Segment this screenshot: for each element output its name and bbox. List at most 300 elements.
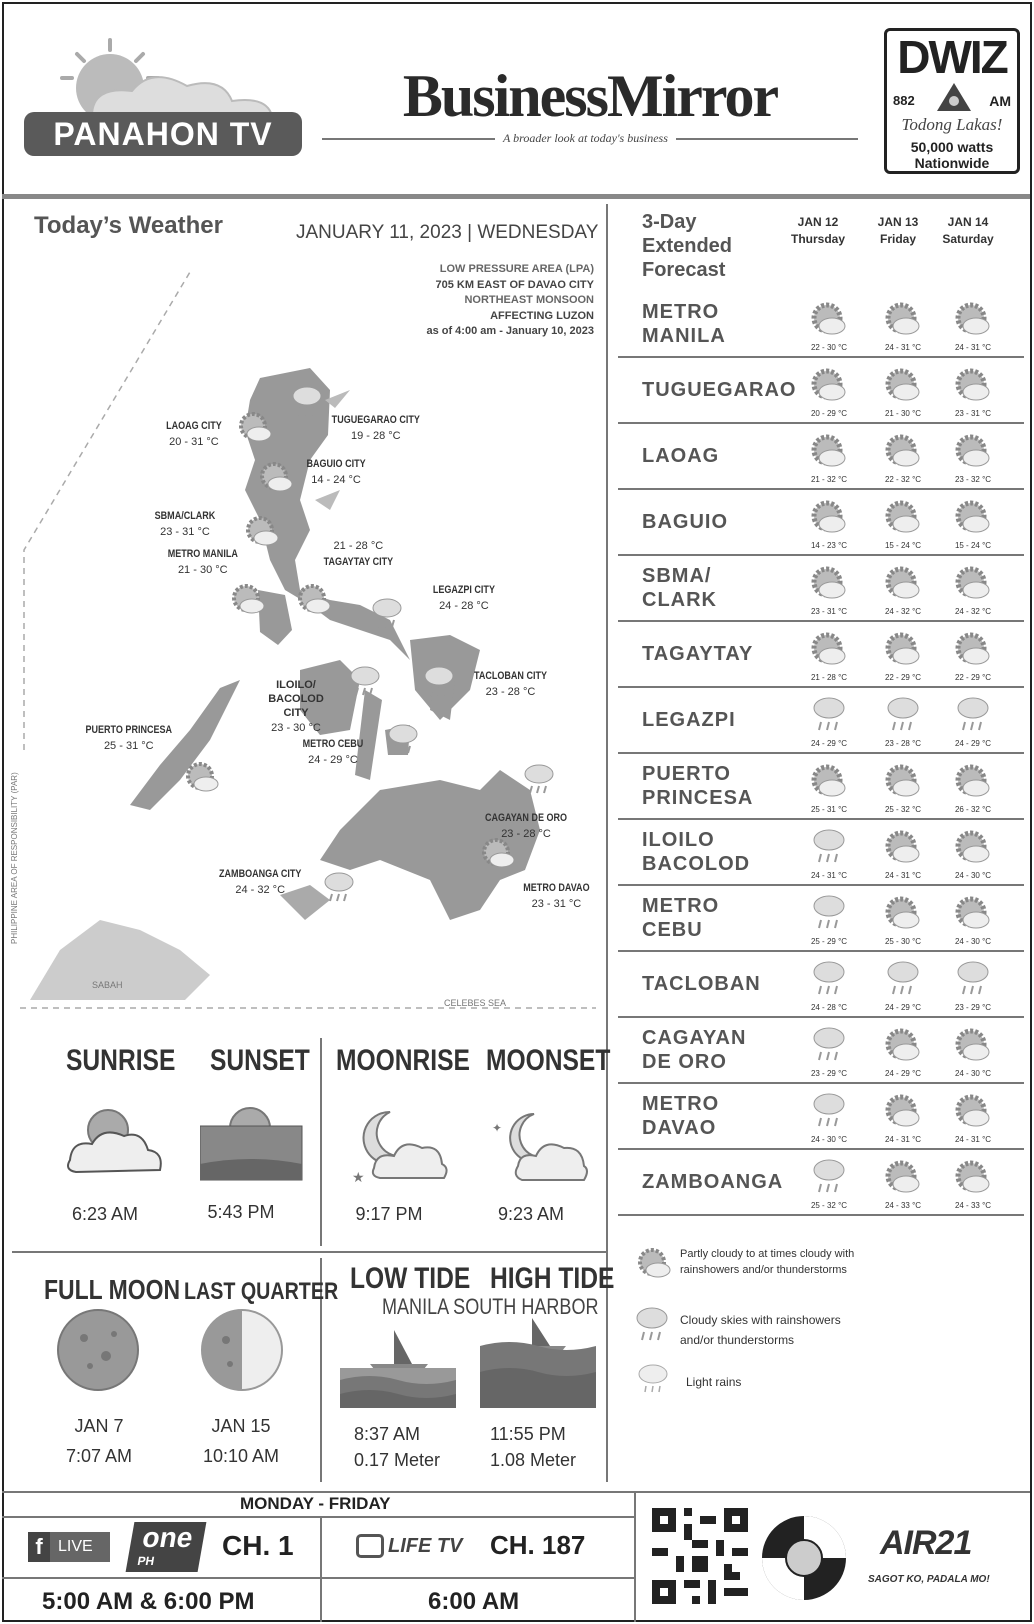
partly-cloudy-icon: [951, 1090, 995, 1132]
forecast-city-line: TUGUEGARAO: [642, 379, 797, 401]
forecast-city: [642, 300, 726, 348]
day-weekday: Saturday: [942, 232, 994, 246]
moonrise-time: 9:17 PM: [355, 1204, 423, 1224]
one-ph-channel: CH. 1: [222, 1530, 294, 1561]
partly-cloudy-icon: [951, 1156, 995, 1198]
forecast-cell: [938, 958, 1008, 1012]
forecast-title: [642, 210, 732, 282]
life-tv-wordmark: LIFE TV: [388, 1534, 463, 1557]
partly-cloudy-icon: [228, 580, 268, 620]
forecast-cell: [794, 892, 864, 946]
forecast-cell: [794, 562, 864, 616]
partly-cloudy-icon: [951, 364, 995, 406]
city-label: [316, 538, 401, 570]
city-label: [322, 412, 430, 444]
forecast-day-header: [932, 214, 1004, 248]
forecast-temp: 24 - 31 °C: [810, 871, 848, 880]
rain-cloud-icon: [422, 662, 456, 702]
advisory-line: 705 KM EAST OF DAVAO CITY: [435, 278, 594, 291]
forecast-cell: [794, 1090, 864, 1144]
city-label: [210, 866, 310, 898]
forecast-row: [618, 688, 1024, 754]
rain-cloud-icon: [348, 662, 382, 702]
forecast-temp: 15 - 24 °C: [884, 541, 922, 550]
city-name: ILOILO/ BACOLOD CITY: [268, 679, 324, 719]
one-ph-logo: [126, 1522, 207, 1572]
partly-cloudy-icon: [881, 430, 925, 472]
advisory-line: AFFECTING LUZON: [490, 309, 594, 322]
rain-cloud-icon: [809, 892, 849, 934]
rain-cloud-icon: [809, 826, 849, 868]
partly-cloudy-icon: [182, 758, 222, 798]
forecast-title-line: Forecast: [642, 259, 726, 281]
forecast-temp: 22 - 29 °C: [884, 673, 922, 682]
triangle-emblem-icon: [935, 81, 973, 113]
forecast-cell: [938, 364, 1008, 418]
forecast-cell: [868, 430, 938, 484]
dwiz-slogan: Todong Lakas!: [901, 115, 1003, 134]
rain-cloud-icon: [322, 868, 356, 908]
forecast-cell: [868, 562, 938, 616]
partly-cloudy-icon: [881, 496, 925, 538]
low-tide-label: LOW TIDE: [350, 1262, 471, 1295]
forecast-cell: [794, 760, 864, 814]
forecast-cell: [868, 1090, 938, 1144]
forecast-city-line: METRO: [642, 895, 720, 917]
forecast-cell: [938, 298, 1008, 352]
partly-cloudy-icon: [235, 408, 275, 448]
high-tide-time: 11:55 PM: [490, 1424, 566, 1444]
forecast-title-line: 3-Day: [642, 211, 697, 233]
city-name: LAOAG CITY: [166, 420, 222, 432]
partly-cloudy-icon: [951, 628, 995, 670]
low-tide-time: 8:37 AM: [354, 1424, 421, 1444]
forecast-cell: [868, 958, 938, 1012]
forecast-temp: 23 - 29 °C: [954, 1003, 992, 1012]
city-temp: 23 - 31 °C: [160, 526, 210, 538]
forecast-city-line: MANILA: [642, 325, 726, 347]
par-label: PHILIPPINE AREA OF RESPONSIBILITY (PAR): [10, 772, 19, 944]
forecast-city: [642, 708, 736, 732]
sunset-label: SUNSET: [210, 1044, 310, 1077]
city-name: TUGUEGARAO CITY: [331, 414, 420, 426]
full-moon-date: JAN 7: [74, 1416, 124, 1436]
schedule-label: MONDAY - FRIDAY: [240, 1494, 391, 1513]
forecast-temp: 21 - 32 °C: [810, 475, 848, 484]
full-moon-label: FULL MOON: [44, 1274, 181, 1305]
forecast-city: [642, 378, 796, 402]
forecast-cell: [794, 958, 864, 1012]
panahon-tv-logo: [22, 36, 302, 164]
forecast-temp: 24 - 31 °C: [884, 343, 922, 352]
forecast-temp: 24 - 28 °C: [810, 1003, 848, 1012]
city-temp: 20 - 31 °C: [169, 436, 219, 448]
moonset-time: 9:23 AM: [497, 1204, 565, 1224]
full-moon-time: 7:07 AM: [65, 1446, 133, 1466]
forecast-cell: [938, 760, 1008, 814]
sunset-icon: [200, 1104, 304, 1182]
forecast-temp: 24 - 29 °C: [954, 739, 992, 748]
partly-cloudy-icon: [807, 496, 851, 538]
forecast-row: [618, 886, 1024, 952]
forecast-city: [642, 444, 719, 468]
partly-cloudy-legend-icon: [634, 1244, 674, 1284]
forecast-city-line: CEBU: [642, 919, 703, 941]
partly-cloudy-icon: [807, 364, 851, 406]
forecast-temp: 24 - 33 °C: [954, 1201, 992, 1210]
forecast-cell: [868, 298, 938, 352]
qr-code-icon: [652, 1508, 748, 1604]
forecast-city-line: CLARK: [642, 589, 717, 611]
forecast-city: [642, 510, 728, 534]
forecast-row: [618, 754, 1024, 820]
life-tv-channel: CH. 187: [490, 1530, 586, 1560]
city-temp: 24 - 32 °C: [235, 884, 286, 896]
forecast-city-line: TACLOBAN: [642, 973, 761, 995]
live-label: LIVE: [58, 1538, 93, 1555]
forecast-cell: [794, 628, 864, 682]
forecast-city: [642, 1026, 746, 1074]
seal-logo: [760, 1514, 848, 1602]
forecast-city: [642, 828, 750, 876]
partly-cloudy-icon: [951, 496, 995, 538]
one-ph-sub: PH: [136, 1554, 156, 1568]
city-label: [148, 508, 222, 540]
partly-cloudy-icon: [294, 580, 334, 620]
philippines-map: [10, 260, 606, 1010]
forecast-temp: 22 - 29 °C: [954, 673, 992, 682]
forecast-temp: 23 - 32 °C: [954, 475, 992, 484]
city-label: [160, 418, 228, 450]
one-ph-wordmark: one: [140, 1522, 196, 1553]
rain-cloud-icon: [809, 1156, 849, 1198]
partly-cloudy-icon: [951, 826, 995, 868]
forecast-cell: [794, 364, 864, 418]
light-rain-legend-icon: [636, 1360, 670, 1400]
city-name: CAGAYAN DE ORO: [485, 812, 568, 824]
rain-legend-icon: [634, 1304, 670, 1350]
forecast-row: [618, 292, 1024, 358]
advisory-line: LOW PRESSURE AREA (LPA): [439, 263, 594, 275]
forecast-city-line: LEGAZPI: [642, 709, 736, 731]
forecast-temp: 25 - 31 °C: [810, 805, 848, 814]
legend-line: Cloudy skies with rainshowers: [680, 1313, 841, 1327]
forecast-temp: 24 - 31 °C: [954, 1135, 992, 1144]
partly-cloudy-icon: [881, 760, 925, 802]
forecast-temp: 25 - 32 °C: [810, 1201, 848, 1210]
low-tide-icon: [340, 1328, 456, 1410]
city-label: [256, 678, 336, 736]
city-label: [466, 668, 555, 700]
city-label: [76, 722, 182, 754]
last-quarter-label: LAST QUARTER: [184, 1278, 339, 1305]
city-temp: 14 - 24 °C: [311, 474, 361, 486]
legend-partly-cloudy: [680, 1246, 854, 1278]
today-weather-title: Today’s Weather: [34, 212, 223, 239]
city-name: PUERTO PRINCESA: [85, 724, 173, 736]
partly-cloudy-icon: [881, 628, 925, 670]
forecast-city: [642, 894, 719, 942]
air21-logo: AIR21: [880, 1524, 972, 1562]
forecast-city-line: CAGAYAN: [642, 1027, 747, 1049]
forecast-temp: 24 - 29 °C: [884, 1003, 922, 1012]
legend-line: and/or thunderstorms: [680, 1333, 795, 1347]
forecast-cell: [794, 430, 864, 484]
city-label: [296, 736, 370, 768]
forecast-temp: 25 - 29 °C: [810, 937, 848, 946]
forecast-city-line: BACOLOD: [642, 853, 751, 875]
forecast-temp: 23 - 31 °C: [954, 409, 992, 418]
city-name: TAGAYTAY CITY: [323, 556, 394, 568]
city-temp: 23 - 31 °C: [531, 898, 582, 910]
forecast-temp: 24 - 29 °C: [884, 1069, 922, 1078]
city-temp: 21 - 30 °C: [177, 564, 228, 576]
forecast-temp: 21 - 28 °C: [810, 673, 848, 682]
low-tide-height: 0.17 Meter: [354, 1450, 441, 1470]
forecast-city-line: TAGAYTAY: [642, 643, 754, 665]
rain-cloud-icon: [290, 382, 324, 422]
one-ph-times: 5:00 AM & 6:00 PM: [42, 1588, 255, 1615]
forecast-temp: 23 - 28 °C: [884, 739, 922, 748]
forecast-row: [618, 490, 1024, 556]
forecast-cell: [938, 1156, 1008, 1210]
forecast-city-line: ZAMBOANGA: [642, 1171, 784, 1193]
forecast-row: [618, 952, 1024, 1018]
forecast-temp: 22 - 30 °C: [810, 343, 848, 352]
forecast-row: [618, 358, 1024, 424]
day-date: JAN 12: [797, 215, 839, 229]
forecast-city-line: BAGUIO: [642, 511, 728, 533]
forecast-cell: [938, 826, 1008, 880]
forecast-city: [642, 1170, 783, 1194]
partly-cloudy-icon: [881, 562, 925, 604]
life-tv-logo: [356, 1534, 462, 1558]
high-tide-label: HIGH TIDE: [490, 1262, 615, 1295]
forecast-cell: [938, 562, 1008, 616]
celebes-sea-label: CELEBES SEA: [444, 998, 507, 1008]
forecast-temp: 20 - 29 °C: [810, 409, 848, 418]
forecast-cell: [794, 1024, 864, 1078]
high-tide-height: 1.08 Meter: [490, 1450, 577, 1470]
last-quarter-date: JAN 15: [211, 1416, 271, 1436]
city-name: TACLOBAN CITY: [474, 670, 548, 682]
forecast-day-header: [782, 214, 854, 248]
forecast-cell: [868, 826, 938, 880]
panahon-tv-label: PANAHON TV: [24, 112, 302, 156]
forecast-cell: [794, 298, 864, 352]
forecast-cell: [938, 430, 1008, 484]
rain-cloud-icon: [883, 694, 923, 736]
partly-cloudy-icon: [881, 1090, 925, 1132]
forecast-city-line: DE ORO: [642, 1051, 727, 1073]
forecast-cell: [938, 694, 1008, 748]
city-temp: 21 - 28 °C: [333, 540, 384, 552]
forecast-cell: [938, 628, 1008, 682]
forecast-row: [618, 1084, 1024, 1150]
city-label: [426, 582, 502, 614]
advisory-line: NORTHEAST MONSOON: [464, 294, 594, 306]
legend-light-rain: Light rains: [686, 1375, 742, 1389]
forecast-temp: 23 - 31 °C: [810, 607, 848, 616]
forecast-city: [642, 642, 753, 666]
partly-cloudy-icon: [807, 628, 851, 670]
partly-cloudy-icon: [881, 892, 925, 934]
sabah-label: SABAH: [92, 980, 123, 990]
forecast-temp: 24 - 30 °C: [810, 1135, 848, 1144]
forecast-row: [618, 622, 1024, 688]
header-divider: [2, 194, 1030, 199]
forecast-temp: 24 - 30 °C: [954, 937, 992, 946]
forecast-cell: [794, 1156, 864, 1210]
partly-cloudy-icon: [807, 562, 851, 604]
high-tide-icon: [480, 1316, 596, 1410]
forecast-city-line: ILOILO: [642, 829, 715, 851]
publication-tagline: A broader look at today's business: [495, 131, 676, 146]
partly-cloudy-icon: [951, 430, 995, 472]
forecast-city-line: PRINCESA: [642, 787, 754, 809]
forecast-title-line: Extended: [642, 235, 733, 257]
partly-cloudy-icon: [881, 1156, 925, 1198]
forecast-cell: [938, 892, 1008, 946]
forecast-row: [618, 1018, 1024, 1084]
forecast-cell: [868, 628, 938, 682]
partly-cloudy-icon: [951, 760, 995, 802]
forecast-cell: [794, 496, 864, 550]
dwiz-logo: [884, 28, 1020, 174]
forecast-city: [642, 564, 717, 612]
forecast-temp: 24 - 32 °C: [954, 607, 992, 616]
today-date: JANUARY 11, 2023 | WEDNESDAY: [296, 222, 599, 243]
forecast-city-line: METRO: [642, 301, 720, 323]
legend-rain: [680, 1310, 841, 1350]
last-quarter-time: 10:10 AM: [202, 1446, 280, 1466]
tide-location: MANILA SOUTH HARBOR: [382, 1294, 599, 1319]
forecast-temp: 26 - 32 °C: [954, 805, 992, 814]
facebook-live-badge: [28, 1532, 110, 1562]
forecast-cell: [868, 1156, 938, 1210]
forecast-temp: 24 - 31 °C: [954, 343, 992, 352]
sunset-time: 5:43 PM: [207, 1202, 275, 1222]
forecast-city-line: SBMA/: [642, 565, 712, 587]
forecast-cell: [868, 1024, 938, 1078]
forecast-cell: [868, 892, 938, 946]
city-name: METRO DAVAO: [523, 882, 590, 894]
forecast-row: [618, 1150, 1024, 1216]
moonrise-icon: [350, 1108, 450, 1188]
city-name: METRO MANILA: [167, 548, 238, 560]
footer-rule: [2, 1516, 634, 1518]
forecast-cell: [938, 496, 1008, 550]
city-temp: 23 - 30 °C: [271, 722, 321, 734]
air21-slogan: SAGOT KO, PADALA MO!: [868, 1574, 990, 1585]
city-name: ZAMBOANGA CITY: [219, 868, 302, 880]
partly-cloudy-icon: [242, 512, 282, 552]
forecast-cell: [794, 826, 864, 880]
forecast-temp: 22 - 32 °C: [884, 475, 922, 484]
rain-cloud-icon: [809, 958, 849, 1000]
svg-text:✦: ✦: [492, 1121, 503, 1135]
legend-line: rainshowers and/or thunderstorms: [680, 1264, 847, 1276]
full-moon-icon: [56, 1308, 140, 1392]
forecast-temp: 25 - 32 °C: [884, 805, 922, 814]
partly-cloudy-icon: [478, 834, 518, 874]
sun-cloud-icon: [22, 36, 302, 116]
astro-divider: [320, 1038, 322, 1246]
forecast-temp: 24 - 30 °C: [954, 1069, 992, 1078]
partly-cloudy-icon: [881, 1024, 925, 1066]
partly-cloudy-icon: [807, 430, 851, 472]
forecast-row: [618, 820, 1024, 886]
footer-mid-divider: [320, 1516, 322, 1622]
svg-text:★: ★: [352, 1169, 365, 1185]
life-tv-time: 6:00 AM: [428, 1588, 520, 1615]
forecast-temp: 25 - 30 °C: [884, 937, 922, 946]
astro-mid-divider: [12, 1251, 608, 1253]
sunrise-time: 6:23 AM: [71, 1204, 139, 1224]
partly-cloudy-icon: [256, 458, 296, 498]
tv-icon: [356, 1534, 384, 1558]
partly-cloudy-icon: [881, 826, 925, 868]
forecast-city-line: PUERTO: [642, 763, 731, 785]
city-temp: 19 - 28 °C: [350, 430, 401, 442]
last-quarter-moon-icon: [200, 1308, 284, 1392]
rain-cloud-icon: [522, 760, 556, 800]
forecast-temp: 24 - 33 °C: [884, 1201, 922, 1210]
city-name: METRO CEBU: [302, 738, 364, 750]
dwiz-frequency: 882: [893, 93, 915, 108]
rain-cloud-icon: [953, 694, 993, 736]
forecast-cell: [794, 694, 864, 748]
forecast-city-line: DAVAO: [642, 1117, 717, 1139]
forecast-row: [618, 424, 1024, 490]
dwiz-call-sign: DWIZ: [897, 31, 1007, 83]
city-temp: 24 - 29 °C: [308, 754, 358, 766]
forecast-row: [618, 556, 1024, 622]
advisory-line: as of 4:00 am - January 10, 2023: [426, 325, 594, 337]
footer-divider: [2, 1491, 1030, 1493]
day-weekday: Thursday: [790, 232, 845, 246]
moonset-label: MOONSET: [486, 1044, 611, 1077]
forecast-temp: 14 - 23 °C: [810, 541, 848, 550]
city-name: BAGUIO CITY: [306, 458, 366, 470]
partly-cloudy-icon: [881, 364, 925, 406]
forecast-cell: [868, 496, 938, 550]
forecast-temp: 24 - 32 °C: [884, 607, 922, 616]
forecast-city-line: METRO: [642, 1093, 720, 1115]
forecast-temp: 23 - 29 °C: [810, 1069, 848, 1078]
rain-cloud-icon: [809, 1090, 849, 1132]
forecast-temp: 15 - 24 °C: [954, 541, 992, 550]
rain-cloud-icon: [370, 594, 404, 634]
forecast-cell: [868, 760, 938, 814]
city-name: LEGAZPI CITY: [432, 584, 495, 596]
city-label: [160, 546, 246, 578]
forecast-temp: 24 - 31 °C: [884, 1135, 922, 1144]
legend-line: Partly cloudy to at times cloudy with: [680, 1248, 855, 1260]
forecast-cell: [938, 1090, 1008, 1144]
dwiz-band: AM: [989, 93, 1011, 109]
forecast-temp: 21 - 30 °C: [884, 409, 922, 418]
forecast-cell: [868, 694, 938, 748]
city-name: SBMA/CLARK: [154, 510, 216, 522]
forecast-city: [642, 1092, 719, 1140]
forecast-cell: [938, 1024, 1008, 1078]
dwiz-power: 50,000 watts: [910, 139, 994, 155]
moonset-icon: [490, 1108, 590, 1188]
forecast-temp: 24 - 29 °C: [810, 739, 848, 748]
rain-cloud-icon: [809, 1024, 849, 1066]
rain-cloud-icon: [809, 694, 849, 736]
